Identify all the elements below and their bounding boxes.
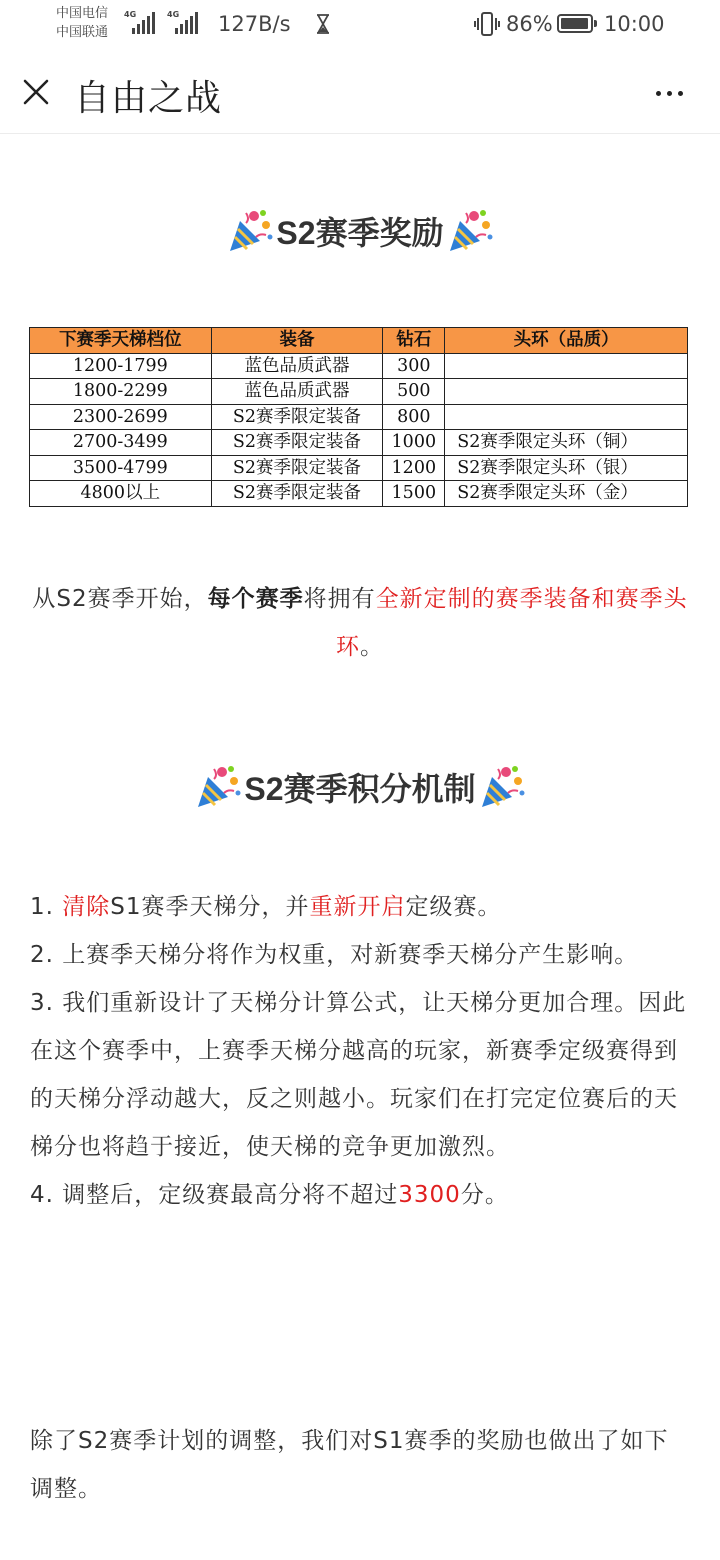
table-cell: 800 xyxy=(383,404,445,430)
network-speed: 127B/s xyxy=(218,12,291,36)
table-cell xyxy=(445,379,688,405)
table-header-cell: 装备 xyxy=(211,328,383,354)
table-cell: 4800以上 xyxy=(30,481,212,507)
party-popper-icon xyxy=(446,207,494,255)
table-cell: S2赛季限定头环（银） xyxy=(445,455,688,481)
table-cell: 1800-2299 xyxy=(30,379,212,405)
hourglass-icon xyxy=(316,14,330,34)
more-icon xyxy=(656,91,661,96)
table-cell: S2赛季限定头环（金） xyxy=(445,481,688,507)
table-header-cell: 下赛季天梯档位 xyxy=(30,328,212,354)
reward-table xyxy=(29,327,688,507)
status-bar xyxy=(0,0,720,50)
table-cell: 500 xyxy=(383,379,445,405)
clock: 10:00 xyxy=(604,12,665,36)
table-row xyxy=(30,353,688,379)
section-heading-points xyxy=(0,763,720,811)
table-cell: 蓝色品质武器 xyxy=(211,353,383,379)
close-button[interactable] xyxy=(18,74,54,110)
table-row xyxy=(30,481,688,507)
table-cell: S2赛季限定头环（铜） xyxy=(445,430,688,456)
table-header-cell: 头环（品质） xyxy=(445,328,688,354)
table-cell xyxy=(445,353,688,379)
intro-text: 将拥有 xyxy=(303,586,376,612)
carrier-2: 中国联通 xyxy=(56,25,109,40)
signal-icon xyxy=(167,12,198,34)
table-cell: S2赛季限定装备 xyxy=(211,481,383,507)
carrier-info xyxy=(56,4,108,42)
section-heading-rewards xyxy=(0,207,720,255)
table-row xyxy=(30,455,688,481)
rule-item: 1. 清除S1赛季天梯分，并重新开启定级赛。 xyxy=(30,894,502,920)
table-cell: 2700-3499 xyxy=(30,430,212,456)
table-row xyxy=(30,379,688,405)
heading-text: S2赛季奖励 xyxy=(276,215,444,251)
intro-bold-text: 每个赛季 xyxy=(207,586,304,612)
intro-highlight-text: 全新定制的赛季装备和赛季头环 xyxy=(336,586,688,660)
network-type-2: 4G xyxy=(167,10,180,19)
rule-highlight: 清除 xyxy=(62,894,111,920)
article-content xyxy=(0,135,720,1560)
table-cell: 3500-4799 xyxy=(30,455,212,481)
battery-percent: 86% xyxy=(506,12,553,36)
vibrate-icon xyxy=(474,12,500,36)
table-cell: 300 xyxy=(383,353,445,379)
signal-icon xyxy=(124,12,155,34)
table-header-row xyxy=(30,328,688,354)
table-cell: S2赛季限定装备 xyxy=(211,430,383,456)
table-header-cell: 钻石 xyxy=(383,328,445,354)
intro-paragraph xyxy=(20,575,700,671)
nav-bar xyxy=(0,50,720,134)
table-cell: 1200-1799 xyxy=(30,353,212,379)
party-popper-icon xyxy=(226,207,274,255)
heading-text: S2赛季积分机制 xyxy=(244,771,476,807)
rule-item: 4. 调整后，定级赛最高分将不超过3300分。 xyxy=(30,1182,509,1208)
signal-group xyxy=(124,12,198,34)
table-row xyxy=(30,430,688,456)
network-type-1: 4G xyxy=(124,10,137,19)
table-cell: S2赛季限定装备 xyxy=(211,455,383,481)
party-popper-icon xyxy=(194,763,242,811)
table-cell: 1500 xyxy=(383,481,445,507)
table-cell: 1200 xyxy=(383,455,445,481)
closing-paragraph: 除了S2赛季计划的调整，我们对S1赛季的奖励也做出了如下调整。 xyxy=(30,1428,669,1502)
rule-highlight: 3300 xyxy=(398,1182,461,1208)
party-popper-icon xyxy=(478,763,526,811)
intro-text: 从S2赛季开始， xyxy=(32,586,208,612)
table-cell: S2赛季限定装备 xyxy=(211,404,383,430)
rule-highlight: 重新开启 xyxy=(309,894,406,920)
table-cell xyxy=(445,404,688,430)
intro-text: 。 xyxy=(360,634,384,660)
rules-list xyxy=(30,883,690,1219)
rule-item: 3. 我们重新设计了天梯分计算公式，让天梯分更加合理。因此在这个赛季中，上赛季天梯分越高的玩家，新赛季定级赛得到的天梯分浮动越大，反之则越小。玩家们在打完定位赛后的天梯分也将趋于接近，使天梯的竞争更加激烈。 xyxy=(30,990,687,1160)
page-title: 自由之战 xyxy=(74,78,223,119)
more-button[interactable] xyxy=(646,78,692,108)
table-cell: 蓝色品质武器 xyxy=(211,379,383,405)
carrier-1: 中国电信 xyxy=(56,6,109,21)
table-cell: 2300-2699 xyxy=(30,404,212,430)
rule-item: 2. 上赛季天梯分将作为权重，对新赛季天梯分产生影响。 xyxy=(30,942,639,968)
table-row xyxy=(30,404,688,430)
battery-icon xyxy=(557,14,593,33)
close-icon xyxy=(22,78,50,106)
table-cell: 1000 xyxy=(383,430,445,456)
